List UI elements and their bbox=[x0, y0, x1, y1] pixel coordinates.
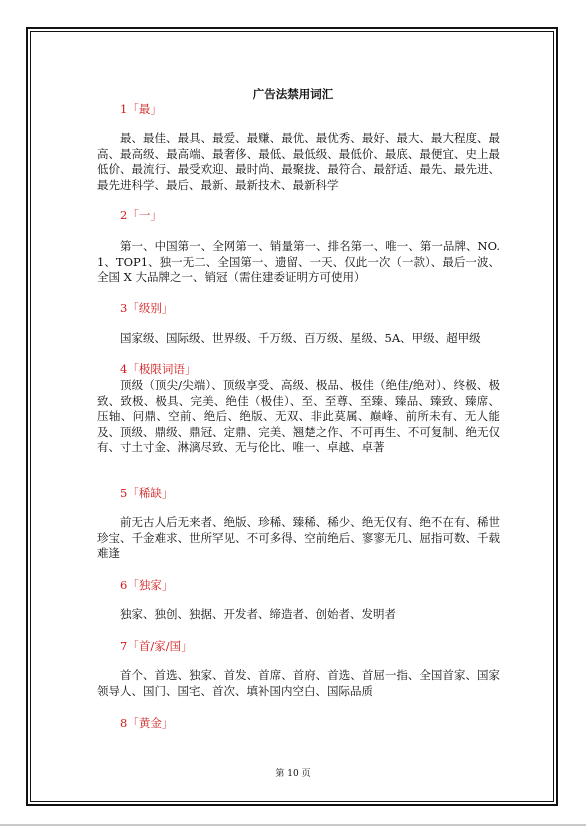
page-number: 第 10 页 bbox=[275, 769, 311, 779]
section-heading-1: 1「最」 bbox=[120, 102, 162, 116]
section-body-2: 第一、中国第一、全网第一、销量第一、排名第一、唯一、第一品牌、NO.1、TOP1、独一无二、全国第一、遗留、一天、仅此一次（一款）、最后一波、全国 X 大品牌之一、销冠（需住建委证明方可使用） bbox=[97, 239, 500, 284]
section-body-6: 独家、独创、独据、开发者、缔造者、创始者、发明者 bbox=[120, 607, 396, 621]
section-body-4: 顶级（顶尖/尖端）、顶级享受、高级、极品、极佳（绝佳/绝对）、终极、极致、致极、极具、完美、绝佳（极佳）、至、至尊、至臻、臻品、臻致、臻席、压轴、问鼎、空前、绝后、绝版、无双、非此莫属、巅峰、前所未有、无人能及、顶级、鼎级、鼎冠、定鼎、完美、翘楚之作、不可再生、不可复制、绝无仅有、寸土寸金、淋漓尽致、无与伦比、唯一、卓越、卓著 bbox=[97, 378, 500, 454]
section-heading-2: 2「一」 bbox=[120, 208, 162, 222]
section-heading-3: 3「级别」 bbox=[120, 301, 174, 315]
document-title: 广告法禁用词汇 bbox=[252, 87, 334, 101]
section-body-1: 最、最佳、最具、最爱、最赚、最优、最优秀、最好、最大、最大程度、最高、最高级、最高端、最奢侈、最低、最低级、最低价、最底、最便宜、史上最低价、最流行、最受欢迎、最时尚、最聚拢、最符合、最舒适、最先、最先进、最先进科学、最后、最新、最新技术、最新科学 bbox=[97, 131, 500, 192]
section-body-3: 国家级、国际级、世界级、千万级、百万级、星级、5A、甲级、超甲级 bbox=[120, 331, 481, 345]
section-heading-6: 6「独家」 bbox=[120, 578, 174, 592]
section-heading-4: 4「极限词语」 bbox=[120, 362, 197, 376]
section-body-5: 前无古人后无来者、绝版、珍稀、臻稀、稀少、绝无仅有、绝不在有、稀世珍宝、千金难求、世所罕见、不可多得、空前绝后、寥寥无几、屈指可数、千载难逢 bbox=[97, 515, 500, 560]
section-heading-8: 8「黄金」 bbox=[120, 716, 174, 730]
section-heading-7: 7「首/家/国」 bbox=[120, 639, 193, 653]
section-body-7: 首个、首选、独家、首发、首席、首府、首选、首屈一指、全国首家、国家领导人、国门、国宅、首次、填补国内空白、国际品质 bbox=[97, 668, 500, 698]
section-heading-5: 5「稀缺」 bbox=[120, 486, 174, 500]
page-bottom-divider bbox=[0, 824, 586, 826]
